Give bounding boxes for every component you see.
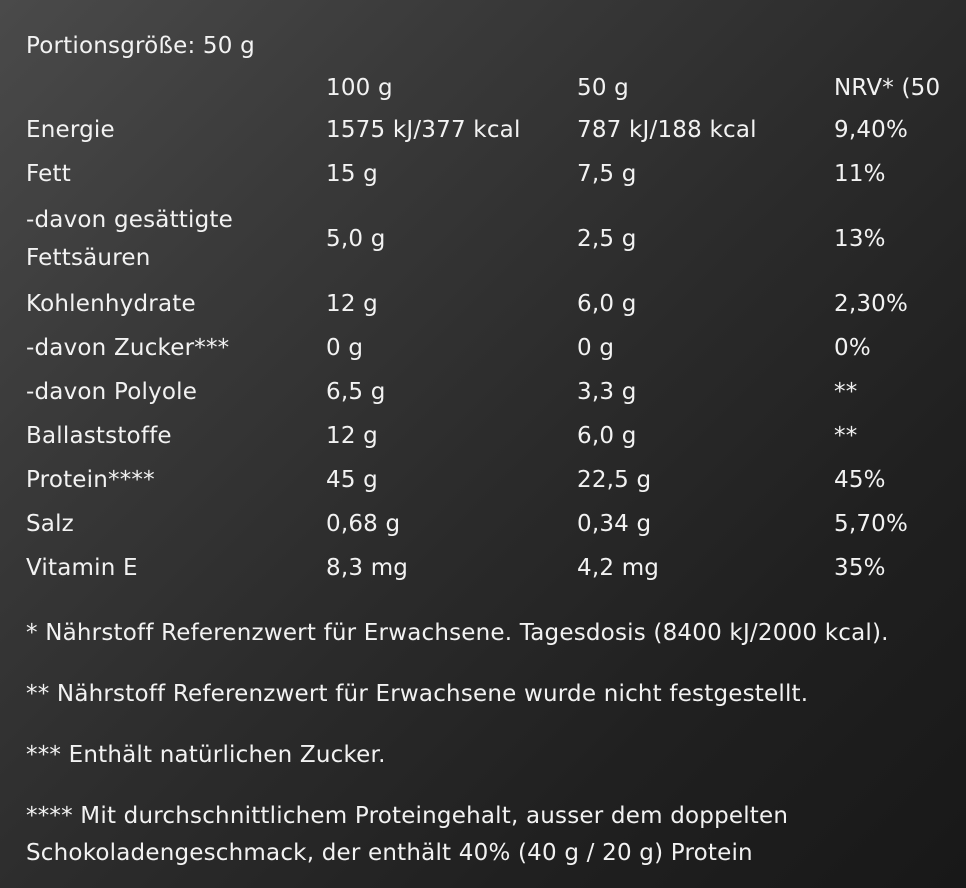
value-per-50g: 6,0 g <box>577 423 637 449</box>
footnote-protein <box>26 798 956 872</box>
value-nrv: 2,30% <box>834 291 909 317</box>
value-per-50g: 6,0 g <box>577 291 637 317</box>
nutrition-table <box>18 68 966 590</box>
table-row <box>18 196 966 282</box>
value-nrv: ** <box>834 379 858 405</box>
value-nrv: 35% <box>834 555 886 581</box>
value-per-50g: 0 g <box>577 335 615 361</box>
value-per-100g: 0,68 g <box>326 511 401 537</box>
table-row <box>18 370 966 414</box>
nutrient-name: -davon Polyole <box>26 379 198 405</box>
value-per-50g: 2,5 g <box>577 226 637 252</box>
footnote-no-nrv: ** Nährstoff Referenzwert für Erwachsene wurde nicht festgestellt. <box>26 681 809 707</box>
header-nutrient <box>18 68 318 108</box>
value-per-50g: 3,3 g <box>577 379 637 405</box>
value-per-100g: 8,3 mg <box>326 555 409 581</box>
value-per-50g: 787 kJ/188 kcal <box>577 117 757 143</box>
value-per-100g: 5,0 g <box>326 226 386 252</box>
value-nrv: 13% <box>834 226 886 252</box>
value-per-100g: 1575 kJ/377 kcal <box>326 117 521 143</box>
table-row <box>18 108 966 152</box>
nutrient-name: -davon Zucker*** <box>26 335 230 361</box>
nutrient-name: Energie <box>26 117 115 143</box>
value-nrv: ** <box>834 423 858 449</box>
value-per-100g: 0 g <box>326 335 364 361</box>
nutrient-name: -davon gesättigte Fettsäuren <box>26 207 233 271</box>
value-nrv: 11% <box>834 161 886 187</box>
table-row <box>18 546 966 590</box>
footnotes <box>26 615 956 888</box>
footnote-nrv: * Nährstoff Referenzwert für Erwachsene. Tagesdosis (8400 kJ/2000 kcal). <box>26 620 889 646</box>
nutrient-name: Fett <box>26 161 71 187</box>
header-per-50g: 50 g <box>577 75 629 101</box>
nutrient-name: Kohlenhydrate <box>26 291 196 317</box>
table-row <box>18 282 966 326</box>
nutrient-name: Vitamin E <box>26 555 138 581</box>
value-per-50g: 4,2 mg <box>577 555 660 581</box>
footnote-protein-line-2: Schokoladengeschmack, der enthält 40% (40 g / 20 g) Protein <box>26 840 753 866</box>
header-per-100g: 100 g <box>326 75 393 101</box>
value-per-50g: 0,34 g <box>577 511 652 537</box>
table-row <box>18 414 966 458</box>
footnote-protein-line-1: **** Mit durchschnittlichem Proteingehalt, ausser dem doppelten <box>26 803 789 829</box>
table-row <box>18 152 966 196</box>
value-per-100g: 12 g <box>326 423 378 449</box>
table-row <box>18 458 966 502</box>
value-per-100g: 12 g <box>326 291 378 317</box>
header-nrv: NRV* (50 <box>834 75 941 101</box>
value-per-50g: 22,5 g <box>577 467 652 493</box>
value-per-50g: 7,5 g <box>577 161 637 187</box>
value-nrv: 0% <box>834 335 871 361</box>
nutrient-name: Protein**** <box>26 467 155 493</box>
value-nrv: 9,40% <box>834 117 909 143</box>
table-row <box>18 502 966 546</box>
value-per-100g: 15 g <box>326 161 378 187</box>
value-per-100g: 45 g <box>326 467 378 493</box>
table-header-row <box>18 68 966 108</box>
table-row <box>18 326 966 370</box>
nutrient-name: Salz <box>26 511 74 537</box>
value-per-100g: 6,5 g <box>326 379 386 405</box>
value-nrv: 45% <box>834 467 886 493</box>
value-nrv: 5,70% <box>834 511 909 537</box>
portion-size: Portionsgröße: 50 g <box>26 33 255 59</box>
footnote-sugar: *** Enthält natürlichen Zucker. <box>26 742 386 768</box>
nutrient-name: Ballaststoffe <box>26 423 172 449</box>
